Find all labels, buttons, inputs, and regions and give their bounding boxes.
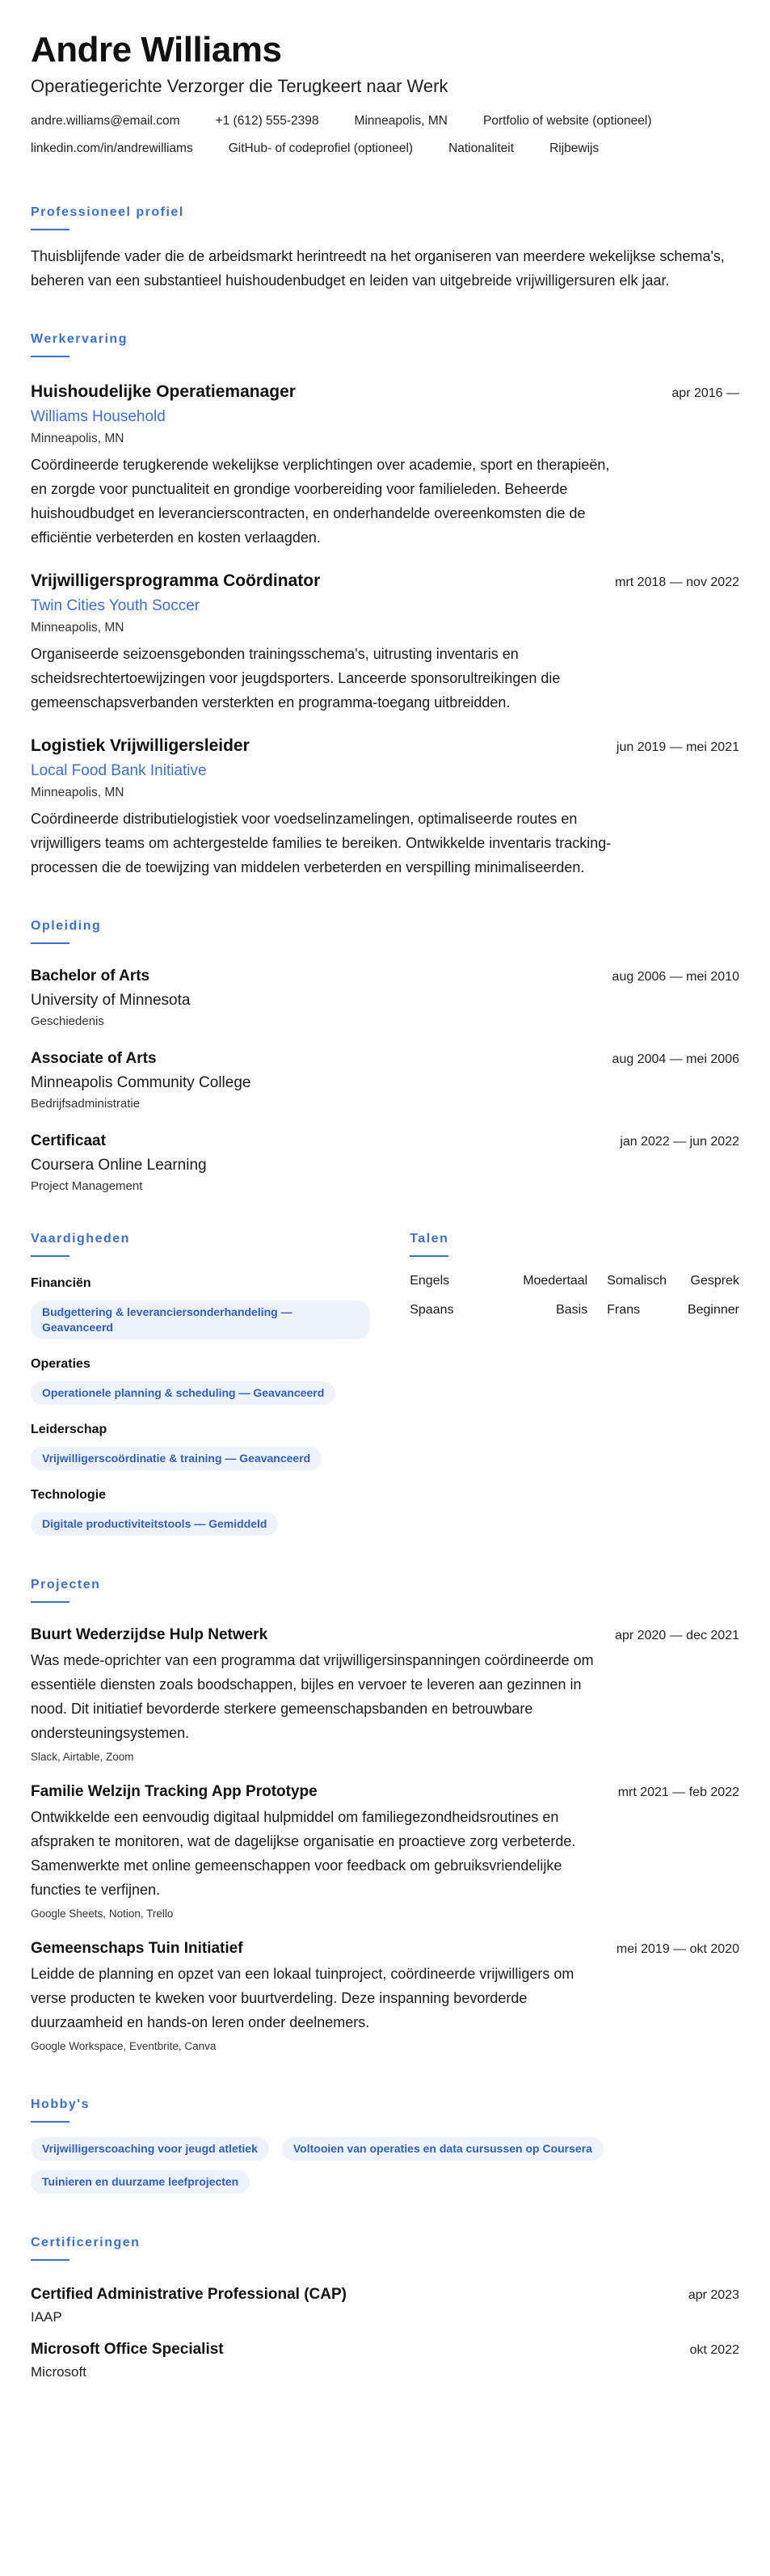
skill-tag: Vrijwilligerscoördinatie & training — Geavanceerd [31, 1447, 322, 1470]
contact-linkedin[interactable]: linkedin.com/in/andrewilliams [31, 141, 193, 155]
job-location: Minneapolis, MN [31, 786, 124, 799]
project-description: Was mede-oprichter van een programma dat vrijwilligersinspanningen coördineerde om essentiële diensten zoals boodschappen, bijles en vervoer te leveren aan gezinnen in nood. Dit initiatief bevorderde sterkere gemeenschapsbanden en betrouwbare ondersteuningsystemen. [31, 1652, 594, 1741]
school: University of Minnesota [31, 992, 191, 1009]
skill-tag: Digitale productiviteitstools — Gemiddeld [31, 1512, 278, 1536]
education-date: aug 2006 — mei 2010 [612, 970, 739, 984]
contact-portfolio[interactable]: Portfolio of website (optioneel) [482, 114, 652, 128]
project-entry [31, 1624, 739, 1766]
language-name: Frans [607, 1303, 641, 1317]
degree: Bachelor of Arts [31, 968, 150, 984]
project-date: mei 2019 — okt 2020 [616, 1942, 739, 1956]
section-title-languages: Talen [410, 1232, 449, 1246]
section-title-hobbies: Hobby's [31, 2097, 90, 2111]
section-rule [31, 942, 69, 944]
contact-drivers-license: Rijbewijs [549, 141, 600, 155]
hobby-tag: Tuinieren en duurzame leefprojecten [31, 2170, 250, 2194]
skill-group [31, 1355, 377, 1405]
certification-name: Certified Administrative Professional (CAP) [31, 2286, 347, 2303]
school: Minneapolis Community College [31, 1074, 251, 1091]
job-date: apr 2016 — [671, 386, 739, 400]
project-entry [31, 1781, 739, 1923]
job-date: jun 2019 — mei 2021 [616, 740, 739, 754]
project-tools: Slack, Airtable, Zoom [31, 1751, 134, 1763]
field-of-study: Bedrijfsadministratie [31, 1097, 141, 1111]
experience-entry [31, 569, 739, 715]
certification-name: Microsoft Office Specialist [31, 2341, 224, 2358]
certification-entry [31, 2283, 739, 2327]
job-date: mrt 2018 — nov 2022 [615, 575, 739, 589]
section-rule [31, 229, 69, 230]
job-location: Minneapolis, MN [31, 621, 124, 635]
skill-category: Leiderschap [31, 1423, 107, 1436]
contact-location: Minneapolis, MN [354, 114, 448, 128]
candidate-headline: Operatiegerichte Verzorger die Terugkeert naar Werk [31, 76, 448, 96]
skill-tag: Budgettering & leveranciersonderhandeling — Geavanceerd [31, 1301, 370, 1339]
language-name: Engels [410, 1274, 450, 1288]
certification-issuer: IAAP [31, 2309, 62, 2325]
contact-phone[interactable]: +1 (612) 555-2398 [215, 114, 319, 128]
experience-entry [31, 380, 739, 550]
section-rule [31, 356, 69, 357]
section-title-projects: Projecten [31, 1578, 101, 1592]
project-date: apr 2020 — dec 2021 [615, 1629, 739, 1642]
projects-section [31, 1576, 739, 2055]
project-description: Leidde de planning en opzet van een lokaal tuinproject, coördineerde vrijwilligers om verse producten te kweken voor buurtverdeling. Deze inspanning bevorderde duurzaamheid en hands-on leren onder deelnemers. [31, 1966, 574, 2030]
skills-section [31, 1230, 377, 1536]
language-level: Beginner [687, 1303, 739, 1317]
contact-nationality: Nationaliteit [448, 141, 515, 155]
hobbies-section [31, 2096, 739, 2194]
section-rule [31, 2121, 69, 2123]
hobby-tag: Voltooien van operaties en data cursussen op Coursera [282, 2137, 604, 2161]
skill-category: Technologie [31, 1488, 107, 1502]
hobby-list [31, 2137, 645, 2194]
degree: Associate of Arts [31, 1050, 157, 1067]
section-title-profile: Professioneel profiel [31, 205, 184, 219]
field-of-study: Geschiedenis [31, 1014, 104, 1028]
skill-group [31, 1421, 377, 1470]
section-title-certifications: Certificeringen [31, 2236, 141, 2249]
job-description: Organiseerde seizoensgebonden trainingsschema's, uitrusting inventaris en scheidsrechtertoewijzingen voor jeugdsporters. Lanceerde sponsorultreikingen die gemeenschapsverbanden versterkten en programma-toegang uitbreidden. [31, 646, 561, 710]
skill-tag: Operationele planning & scheduling — Geavanceerd [31, 1381, 335, 1405]
section-title-skills: Vaardigheden [31, 1232, 130, 1246]
skill-group [31, 1486, 377, 1536]
section-rule [31, 1601, 69, 1603]
school: Coursera Online Learning [31, 1157, 207, 1174]
profile-section [31, 204, 739, 293]
education-section [31, 917, 739, 1196]
language-name: Somalisch [607, 1274, 667, 1288]
skills-languages-row [31, 1230, 739, 1536]
certification-issuer: Microsoft [31, 2364, 86, 2380]
job-title: Huishoudelijke Operatiemanager [31, 382, 296, 401]
certifications-section [31, 2234, 739, 2382]
contact-email[interactable]: andre.williams@email.com [31, 114, 180, 128]
project-description: Ontwikkelde een eenvoudig digitaal hulpmiddel om familiegezondheidsroutines en afspraken te monitoren, wat de dagelijkse organisatie en proactieve zorg verbeterde. Samenwerkte met online gemeenschappen voor feedback om gebruiksvriendelijke functies te verfijnen. [31, 1809, 576, 1898]
job-description: Coördineerde distributielogistiek voor voedselinzamelingen, optimaliseerde routes en vrijwilligers teams om achtergestelde families te bereiken. Ontwikkelde inventaris tracking-processen die de toewijzing van middelen verbeterden en verspilling minimaliseerden. [31, 811, 612, 875]
job-organization: Twin Cities Youth Soccer [31, 597, 200, 614]
education-entry [31, 965, 739, 1031]
language-level: Basis [556, 1303, 588, 1317]
experience-section [31, 331, 739, 879]
job-organization: Local Food Bank Initiative [31, 762, 207, 779]
hobby-tag: Vrijwilligerscoaching voor jeugd atletiek [31, 2137, 269, 2161]
language-level: Moedertaal [523, 1274, 588, 1288]
job-description: Coördineerde terugkerende wekelijkse verplichtingen over academie, sport en therapieën, en zorgde voor punctualiteit en grondige voorbereiding voor familieleden. Beheerde huishoudbudget en leverancierscontracten, en onderhandelde overeenkomsten die de efficiëntie verbeterden en kosten verlaagden. [31, 457, 610, 546]
contact-github[interactable]: GitHub- of codeprofiel (optioneel) [228, 141, 414, 155]
education-entry [31, 1130, 739, 1196]
job-location: Minneapolis, MN [31, 432, 124, 445]
language-level: Gesprek [690, 1274, 739, 1288]
candidate-name: Andre Williams [31, 30, 282, 70]
education-date: aug 2004 — mei 2006 [612, 1052, 739, 1066]
language-name: Spaans [410, 1303, 454, 1317]
job-organization: Williams Household [31, 408, 166, 425]
contact-list [31, 110, 734, 160]
education-entry [31, 1048, 739, 1114]
certification-date: apr 2023 [688, 2288, 739, 2302]
project-title: Familie Welzijn Tracking App Prototype [31, 1783, 318, 1800]
project-entry [31, 1937, 739, 2055]
certification-date: okt 2022 [689, 2343, 739, 2357]
field-of-study: Project Management [31, 1179, 143, 1193]
project-date: mrt 2021 — feb 2022 [617, 1785, 739, 1799]
project-title: Buurt Wederzijdse Hulp Netwerk [31, 1626, 268, 1643]
section-rule [31, 2259, 69, 2261]
section-title-education: Opleiding [31, 919, 102, 933]
project-tools: Google Workspace, Eventbrite, Canva [31, 2040, 217, 2052]
languages-section [410, 1230, 739, 1536]
language-list [410, 1267, 739, 1325]
project-tools: Google Sheets, Notion, Trello [31, 1908, 174, 1920]
skill-category: Financiën [31, 1276, 91, 1290]
section-rule [31, 1255, 69, 1257]
section-title-experience: Werkervaring [31, 332, 128, 346]
experience-entry [31, 734, 739, 879]
project-title: Gemeenschaps Tuin Initiatief [31, 1940, 243, 1957]
section-rule [410, 1255, 448, 1257]
education-date: jan 2022 — jun 2022 [620, 1135, 739, 1149]
skill-group [31, 1275, 377, 1339]
skill-category: Operaties [31, 1357, 90, 1371]
job-title: Vrijwilligersprogramma Coördinator [31, 571, 321, 590]
profile-summary: Thuisblijfende vader die de arbeidsmarkt herintreedt na het organiseren van meerdere wekelijkse schema's, beheren van een substantieel huishoudenbudget en leiden van uitgebreide vrijwilligersuren elk jaar. [31, 248, 725, 289]
job-title: Logistiek Vrijwilligersleider [31, 736, 250, 755]
degree: Certificaat [31, 1132, 106, 1149]
certification-entry [31, 2338, 739, 2382]
